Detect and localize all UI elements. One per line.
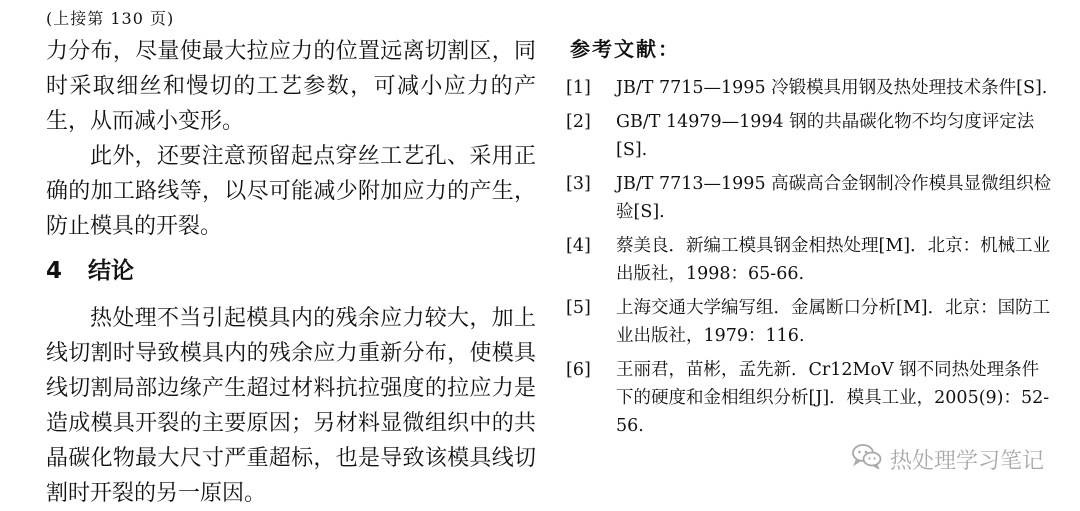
paragraph-continuation: 力分布，尽量使最大拉应力的位置远离切割区，同时采取细丝和慢切的工艺参数，可减小应力的产生，从而减小变形。 (46, 39, 536, 134)
section-title: 结论 (88, 258, 134, 284)
reference-index: [2] (566, 112, 591, 132)
reference-item (566, 74, 1056, 102)
reference-item (566, 294, 1056, 350)
reference-item (566, 356, 1056, 440)
reference-item (566, 170, 1056, 226)
paragraph-additional: 此外，还要注意预留起点穿丝工艺孔、采用正确的加工路线等，以尽可能减少附加应力的产生，防止模具的开裂。 (46, 144, 536, 239)
reference-index: [4] (566, 236, 591, 256)
reference-text: GB/T 14979—1994 钢的共晶碳化物不均匀度评定法[S]. (616, 112, 1035, 160)
section-heading (46, 254, 536, 289)
section-number: 4 (46, 258, 63, 284)
reference-index: [5] (566, 298, 591, 318)
reference-text: JB/T 7713—1995 高碳高合金钢制冷作模具显微组织检验[S]. (616, 174, 1052, 222)
reference-item (566, 108, 1056, 164)
references-list (566, 74, 1056, 440)
wechat-icon (852, 443, 882, 475)
watermark-text: 热处理学习笔记 (889, 448, 1044, 474)
reference-text: 上海交通大学编写组．金属断口分析[M]．北京：国防工业出版社，1979：116. (616, 298, 1051, 346)
watermark (852, 443, 1044, 475)
references-column (566, 34, 1056, 446)
reference-text: 王丽君，苗彬，孟先新．Cr12MoV 钢不同热处理条件下的硬度和金相组织分析[J]．模具工业，2005(9)：52-56. (616, 360, 1050, 436)
paragraph-conclusion: 热处理不当引起模具内的残余应力较大，加上线切割时导致模具内的残余应力重新分布，使模具线切割局部边缘产生超过材料抗拉强度的拉应力是造成模具开裂的主要原因；另材料显微组织中的共晶碳化物最大尺寸严重超标，也是导致该模具线切割时开裂的另一原因。 (46, 306, 536, 506)
reference-text: JB/T 7715—1995 冷锻模具用钢及热处理技术条件[S]. (616, 78, 1048, 98)
reference-index: [1] (566, 78, 591, 98)
reference-index: [6] (566, 360, 591, 380)
reference-text: 蔡美良．新编工模具钢金相热处理[M]．北京：机械工业出版社，1998：65-66. (616, 236, 1051, 284)
references-title: 参考文献： (570, 37, 680, 61)
reference-item (566, 232, 1056, 288)
left-column (46, 34, 536, 511)
reference-index: [3] (566, 174, 591, 194)
continued-note: (上接第 130 页) (46, 9, 175, 28)
